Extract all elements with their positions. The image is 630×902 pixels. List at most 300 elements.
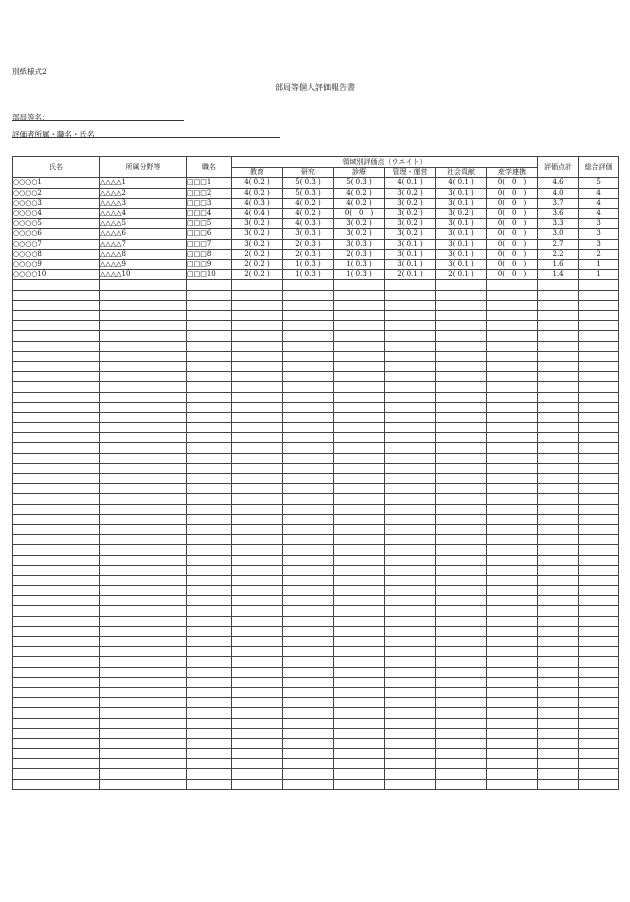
score-cell: 3( 0.2 ) [385, 198, 436, 208]
empty-cell [579, 667, 619, 677]
empty-cell [283, 769, 334, 779]
empty-cell [538, 484, 579, 494]
empty-cell [385, 698, 436, 708]
empty-cell [334, 402, 385, 412]
empty-cell [487, 361, 538, 371]
header-total: 評価点計 [538, 157, 579, 178]
empty-cell [100, 412, 187, 422]
empty-cell [187, 586, 232, 596]
empty-cell [385, 626, 436, 636]
empty-cell [187, 718, 232, 728]
empty-cell [100, 637, 187, 647]
score-cell: 4( 0.2 ) [334, 188, 385, 198]
empty-cell [436, 677, 487, 687]
empty-cell [232, 351, 283, 361]
empty-cell [13, 504, 100, 514]
empty-cell [283, 453, 334, 463]
table-row [13, 759, 619, 769]
empty-cell [100, 351, 187, 361]
score-cell: 3( 0.2 ) [436, 209, 487, 219]
table-row [13, 606, 619, 616]
empty-cell [13, 657, 100, 667]
table-row [13, 249, 619, 259]
empty-cell [538, 433, 579, 443]
empty-cell [100, 341, 187, 351]
empty-cell [436, 718, 487, 728]
empty-cell [436, 423, 487, 433]
empty-cell [334, 341, 385, 351]
empty-cell [13, 351, 100, 361]
empty-cell [385, 402, 436, 412]
empty-cell [100, 372, 187, 382]
table-row [13, 443, 619, 453]
empty-cell [187, 351, 232, 361]
empty-cell [100, 545, 187, 555]
field-cell: △△△△1 [100, 178, 187, 188]
field-cell: △△△△8 [100, 249, 187, 259]
table-body [13, 178, 619, 789]
empty-cell [283, 341, 334, 351]
empty-cell [334, 474, 385, 484]
empty-cell [13, 616, 100, 626]
position-cell: □□□5 [187, 219, 232, 229]
table-row [13, 270, 619, 280]
empty-cell [579, 311, 619, 321]
empty-cell [232, 779, 283, 789]
score-cell: 3( 0.2 ) [334, 229, 385, 239]
table-row [13, 198, 619, 208]
empty-cell [334, 606, 385, 616]
empty-cell [334, 443, 385, 453]
score-cell: 3( 0.2 ) [334, 219, 385, 229]
empty-cell [385, 718, 436, 728]
empty-cell [283, 749, 334, 759]
empty-cell [385, 759, 436, 769]
field-cell: △△△△3 [100, 198, 187, 208]
empty-cell [436, 341, 487, 351]
table-row [13, 188, 619, 198]
empty-cell [232, 708, 283, 718]
overall-cell: 3 [579, 219, 619, 229]
empty-cell [538, 402, 579, 412]
empty-cell [334, 535, 385, 545]
empty-cell [13, 524, 100, 534]
empty-cell [538, 779, 579, 789]
name-cell: ○○○○1 [13, 178, 100, 188]
empty-cell [13, 698, 100, 708]
empty-cell [232, 535, 283, 545]
table-row [13, 626, 619, 636]
empty-cell [283, 300, 334, 310]
empty-cell [538, 341, 579, 351]
empty-cell [13, 555, 100, 565]
empty-cell [187, 382, 232, 392]
empty-cell [538, 504, 579, 514]
empty-cell [579, 321, 619, 331]
empty-cell [436, 637, 487, 647]
empty-cell [334, 300, 385, 310]
score-cell: 0( 0 ) [487, 229, 538, 239]
empty-cell [436, 443, 487, 453]
empty-cell [579, 474, 619, 484]
empty-cell [100, 677, 187, 687]
empty-cell [283, 463, 334, 473]
score-cell: 4( 0.2 ) [232, 188, 283, 198]
form-number: 別紙様式2 [12, 67, 47, 76]
empty-cell [487, 494, 538, 504]
empty-cell [187, 361, 232, 371]
empty-cell [283, 657, 334, 667]
empty-cell [283, 484, 334, 494]
score-cell: 3( 0.2 ) [385, 188, 436, 198]
empty-cell [283, 514, 334, 524]
empty-cell [232, 596, 283, 606]
total-cell: 3.6 [538, 209, 579, 219]
empty-cell [385, 290, 436, 300]
empty-cell [13, 423, 100, 433]
empty-cell [385, 545, 436, 555]
name-cell: ○○○○10 [13, 270, 100, 280]
empty-cell [385, 321, 436, 331]
empty-cell [283, 606, 334, 616]
empty-cell [436, 463, 487, 473]
empty-cell [187, 687, 232, 697]
empty-cell [187, 412, 232, 422]
empty-cell [334, 524, 385, 534]
empty-cell [187, 708, 232, 718]
empty-cell [283, 596, 334, 606]
empty-cell [187, 698, 232, 708]
table-row [13, 412, 619, 422]
name-cell: ○○○○7 [13, 239, 100, 249]
empty-cell [385, 616, 436, 626]
empty-cell [100, 494, 187, 504]
empty-cell [283, 331, 334, 341]
empty-cell [232, 484, 283, 494]
empty-cell [187, 514, 232, 524]
empty-cell [13, 667, 100, 677]
score-cell: 3( 0.2 ) [385, 219, 436, 229]
score-cell: 0( 0 ) [487, 249, 538, 259]
empty-cell [538, 331, 579, 341]
empty-cell [385, 453, 436, 463]
score-cell: 0( 0 ) [334, 209, 385, 219]
total-cell: 4.6 [538, 178, 579, 188]
empty-cell [436, 433, 487, 443]
name-cell: ○○○○5 [13, 219, 100, 229]
empty-cell [283, 759, 334, 769]
score-cell: 4( 0.3 ) [232, 198, 283, 208]
empty-cell [100, 749, 187, 759]
empty-cell [13, 402, 100, 412]
empty-cell [538, 738, 579, 748]
score-cell: 3( 0.3 ) [334, 239, 385, 249]
empty-cell [13, 708, 100, 718]
empty-cell [187, 463, 232, 473]
empty-cell [579, 728, 619, 738]
empty-cell [579, 402, 619, 412]
empty-cell [385, 749, 436, 759]
empty-cell [538, 463, 579, 473]
empty-cell [487, 616, 538, 626]
empty-cell [100, 698, 187, 708]
table-row [13, 535, 619, 545]
empty-cell [283, 351, 334, 361]
total-cell: 2.7 [538, 239, 579, 249]
empty-cell [187, 749, 232, 759]
empty-cell [100, 453, 187, 463]
empty-cell [385, 575, 436, 585]
empty-cell [100, 382, 187, 392]
empty-cell [232, 637, 283, 647]
empty-cell [232, 331, 283, 341]
empty-cell [100, 759, 187, 769]
empty-cell [487, 728, 538, 738]
empty-cell [487, 474, 538, 484]
empty-cell [579, 545, 619, 555]
empty-cell [232, 698, 283, 708]
empty-cell [579, 606, 619, 616]
empty-cell [538, 728, 579, 738]
empty-cell [232, 361, 283, 371]
empty-cell [100, 361, 187, 371]
empty-cell [13, 382, 100, 392]
empty-cell [385, 606, 436, 616]
empty-cell [385, 586, 436, 596]
score-cell: 0( 0 ) [487, 239, 538, 249]
empty-cell [334, 463, 385, 473]
table-row [13, 647, 619, 657]
empty-cell [436, 565, 487, 575]
empty-cell [436, 382, 487, 392]
empty-cell [579, 555, 619, 565]
empty-cell [283, 565, 334, 575]
score-cell: 0( 0 ) [487, 260, 538, 270]
empty-cell [13, 484, 100, 494]
empty-cell [487, 687, 538, 697]
empty-cell [283, 575, 334, 585]
empty-cell [13, 606, 100, 616]
empty-cell [100, 392, 187, 402]
overall-cell: 1 [579, 270, 619, 280]
empty-cell [436, 575, 487, 585]
table-row [13, 596, 619, 606]
empty-cell [538, 372, 579, 382]
empty-cell [187, 616, 232, 626]
empty-cell [538, 647, 579, 657]
empty-cell [487, 300, 538, 310]
empty-cell [436, 545, 487, 555]
empty-cell [334, 484, 385, 494]
empty-cell [100, 423, 187, 433]
empty-cell [487, 351, 538, 361]
empty-cell [385, 687, 436, 697]
score-cell: 0( 0 ) [487, 270, 538, 280]
empty-cell [487, 657, 538, 667]
empty-cell [487, 575, 538, 585]
position-cell: □□□3 [187, 198, 232, 208]
empty-cell [436, 586, 487, 596]
empty-cell [487, 443, 538, 453]
empty-cell [232, 290, 283, 300]
table-row [13, 260, 619, 270]
empty-cell [232, 575, 283, 585]
empty-cell [487, 280, 538, 290]
empty-cell [13, 290, 100, 300]
empty-cell [385, 504, 436, 514]
empty-cell [385, 667, 436, 677]
position-cell: □□□4 [187, 209, 232, 219]
empty-cell [13, 392, 100, 402]
empty-cell [579, 433, 619, 443]
empty-cell [13, 749, 100, 759]
empty-cell [283, 687, 334, 697]
empty-cell [13, 361, 100, 371]
empty-cell [232, 565, 283, 575]
score-cell: 3( 0.1 ) [436, 188, 487, 198]
overall-cell: 4 [579, 209, 619, 219]
empty-cell [13, 311, 100, 321]
empty-cell [487, 504, 538, 514]
empty-cell [334, 738, 385, 748]
field-cell: △△△△2 [100, 188, 187, 198]
empty-cell [579, 290, 619, 300]
table-row [13, 300, 619, 310]
empty-cell [283, 504, 334, 514]
empty-cell [283, 647, 334, 657]
empty-cell [100, 769, 187, 779]
name-cell: ○○○○2 [13, 188, 100, 198]
empty-cell [487, 433, 538, 443]
header-area-management: 管理・運営 [385, 168, 436, 178]
empty-cell [385, 647, 436, 657]
empty-cell [436, 290, 487, 300]
empty-cell [579, 361, 619, 371]
empty-cell [487, 738, 538, 748]
empty-cell [232, 392, 283, 402]
empty-cell [579, 596, 619, 606]
empty-cell [436, 392, 487, 402]
empty-cell [579, 575, 619, 585]
empty-cell [13, 494, 100, 504]
total-cell: 3.3 [538, 219, 579, 229]
empty-cell [487, 311, 538, 321]
table-row [13, 351, 619, 361]
dept-field-line [12, 120, 184, 121]
empty-cell [283, 372, 334, 382]
empty-cell [232, 647, 283, 657]
score-cell: 2( 0.3 ) [283, 249, 334, 259]
dept-label: 部局等名： [12, 113, 50, 122]
empty-cell [487, 677, 538, 687]
total-cell: 4.0 [538, 188, 579, 198]
empty-cell [579, 494, 619, 504]
empty-cell [436, 657, 487, 667]
empty-cell [579, 351, 619, 361]
empty-cell [436, 280, 487, 290]
empty-cell [538, 524, 579, 534]
empty-cell [13, 637, 100, 647]
empty-cell [487, 484, 538, 494]
empty-cell [100, 402, 187, 412]
empty-cell [187, 738, 232, 748]
empty-cell [13, 321, 100, 331]
score-cell: 3( 0.1 ) [436, 260, 487, 270]
score-cell: 2( 0.1 ) [436, 270, 487, 280]
empty-cell [385, 596, 436, 606]
header-area-education: 教育 [232, 168, 283, 178]
empty-cell [283, 626, 334, 636]
empty-cell [13, 443, 100, 453]
empty-cell [579, 463, 619, 473]
name-cell: ○○○○9 [13, 260, 100, 270]
empty-cell [436, 535, 487, 545]
empty-cell [487, 667, 538, 677]
empty-cell [385, 769, 436, 779]
score-cell: 4( 0.1 ) [385, 178, 436, 188]
empty-cell [385, 372, 436, 382]
empty-cell [187, 596, 232, 606]
table-row [13, 698, 619, 708]
table-row [13, 178, 619, 188]
empty-cell [436, 331, 487, 341]
empty-cell [334, 514, 385, 524]
empty-cell [232, 667, 283, 677]
empty-cell [232, 545, 283, 555]
empty-cell [385, 524, 436, 534]
empty-cell [232, 738, 283, 748]
empty-cell [334, 321, 385, 331]
empty-cell [579, 300, 619, 310]
empty-cell [436, 708, 487, 718]
empty-cell [13, 759, 100, 769]
empty-cell [283, 311, 334, 321]
empty-cell [487, 708, 538, 718]
table-row [13, 779, 619, 789]
empty-cell [487, 321, 538, 331]
empty-cell [100, 626, 187, 636]
score-cell: 4( 0.4 ) [232, 209, 283, 219]
overall-cell: 4 [579, 188, 619, 198]
empty-cell [100, 708, 187, 718]
empty-cell [187, 545, 232, 555]
empty-cell [579, 626, 619, 636]
empty-cell [538, 290, 579, 300]
empty-cell [283, 728, 334, 738]
empty-cell [579, 443, 619, 453]
table-row [13, 423, 619, 433]
score-cell: 2( 0.2 ) [232, 260, 283, 270]
empty-cell [334, 616, 385, 626]
header-field: 所属分野等 [100, 157, 187, 178]
empty-cell [13, 647, 100, 657]
header-name: 氏名 [13, 157, 100, 178]
empty-cell [538, 300, 579, 310]
empty-cell [579, 616, 619, 626]
empty-cell [385, 535, 436, 545]
empty-cell [283, 545, 334, 555]
empty-cell [187, 728, 232, 738]
empty-cell [538, 311, 579, 321]
empty-cell [436, 351, 487, 361]
empty-cell [579, 412, 619, 422]
position-cell: □□□6 [187, 229, 232, 239]
empty-cell [13, 575, 100, 585]
empty-cell [436, 311, 487, 321]
empty-cell [579, 524, 619, 534]
empty-cell [538, 698, 579, 708]
empty-cell [13, 769, 100, 779]
